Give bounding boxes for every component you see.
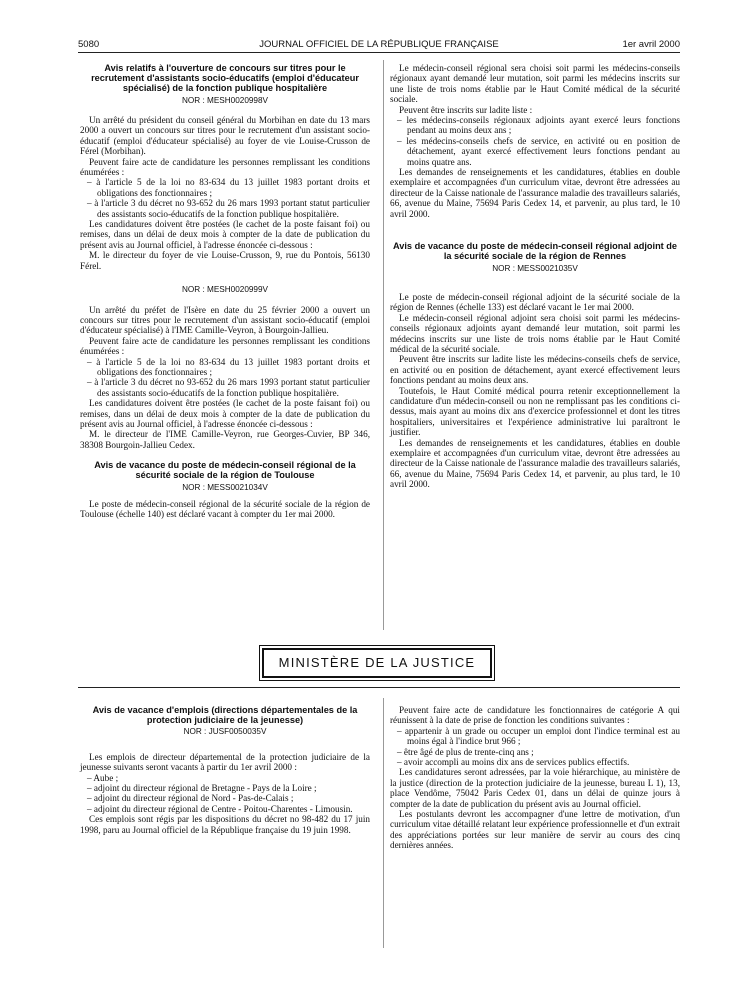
list-item: – avoir accompli au moins dix ans de services publics effectifs.: [397, 757, 630, 768]
list-item: – les médecins-conseils régionaux adjoints ayant exercé leurs fonctions pendant au moins deux ans ;: [397, 115, 680, 136]
paragraph: Les candidatures seront adressées, par la voie hiérarchique, au ministère de la justice (direction de la protection judiciaire de la jeunesse, bureau L 1), 13, place Vendôme, 75042 Paris Cedex 01, dans un délai de quinze jours à compter de la date de publication du présent avis au Journal officiel.: [390, 767, 680, 809]
nor-reference: NOR : JUSF0050035V: [183, 727, 267, 737]
paragraph: Les demandes de renseignements et les candidatures, établies en double exemplaire et accompagnées d'un curriculum vitae, devront être adressées au directeur de la Caisse nationale de l'assurance maladie des travailleurs salariés, 66, avenue du Maine, 75694 Paris Cedex 14, et parvenir, au plus tard, le 10 avril 2000.: [390, 437, 680, 490]
list-item: – à l'article 3 du décret no 93-652 du 26 mars 1993 portant statut particulier des assistants socio-éducatifs de la fonction publique hospitalière.: [87, 198, 370, 219]
section-rule: [78, 687, 680, 688]
paragraph: Les emplois de directeur départemental de la protection judiciaire de la jeunesse suivants seront vacants à partir du 1er avril 2000 :: [80, 751, 370, 773]
nor-reference: NOR : MESS0021034V: [182, 482, 268, 492]
header-rule: [78, 52, 680, 53]
list-item: – adjoint du directeur régional de Nord - Pas-de-Calais ;: [87, 793, 294, 804]
paragraph: Le poste de médecin-conseil régional de la sécurité sociale de la région de Toulouse (échelle 140) est déclaré vacant à compter du 1er mai 2000.: [80, 499, 370, 520]
left-column-bottom: [80, 705, 370, 835]
nor-reference: NOR : MESH0020998V: [181, 95, 268, 105]
paragraph: Les demandes de renseignements et les candidatures, établies en double exemplaire et accompagnées d'un curriculum vitae, devront être adressées au directeur de la Caisse nationale de l'assurance maladie des travailleurs salariés, 66, avenue du Maine, 75694 Paris Cedex 14, et parvenir, au plus tard, le 10 avril 2000.: [390, 167, 680, 219]
list-item: – être âgé de plus de trente-cinq ans ;: [397, 746, 534, 757]
ministry-heading: MINISTÈRE DE LA JUSTICE: [262, 648, 492, 678]
notice-title: Avis de vacance du poste de médecin-conseil régional adjoint de la sécurité sociale de la région de Rennes: [392, 241, 678, 262]
list-item: – adjoint du directeur régional de Centre - Poitou-Charentes - Limousin.: [87, 803, 353, 814]
notice-title: Avis de vacance d'emplois (directions départementales de la protection judiciaire de la jeunesse): [92, 705, 358, 726]
paragraph: Peuvent faire acte de candidature les personnes remplissant les conditions énumérées :: [80, 156, 370, 178]
paragraph: Les candidatures doivent être postées (le cachet de la poste faisant foi) ou remises, dans un délai de deux mois à compter de la date de publication du présent avis au Journal officiel, à l'adresse énoncée ci-dessous :: [80, 398, 370, 429]
list-item: – à l'article 3 du décret no 93-652 du 26 mars 1993 portant statut particulier des assistants socio-éducatifs de la fonction publique hospitalière.: [87, 377, 370, 398]
paragraph: Un arrêté du préfet de l'Isère en date du 25 février 2000 a ouvert un concours sur titres pour le recrutement d'un assistant socio-éducatif (emploi d'éducateur spécialisé) à l'IME Camille-Veyron, à Bourgoin-Jallieu.: [80, 304, 370, 336]
column-divider: [383, 60, 384, 630]
page-number: 5080: [78, 39, 100, 50]
notice-title: Avis relatifs à l'ouverture de concours sur titres pour le recrutement d'assistants socio-éducatifs (emploi d'éducateur spécialisé) de la fonction publique hospitalière: [91, 63, 359, 94]
paragraph: Peuvent être inscrits sur ladite liste les médecins-conseils chefs de service, en activité ou en position de détachement, ayant exercé effectivement leurs fonctions pendant au moins deux ans.: [390, 354, 680, 386]
notice-title: Avis de vacance du poste de médecin-conseil régional de la sécurité sociale de la région de Toulouse: [94, 460, 356, 481]
nor-reference: NOR : MESS0021035V: [492, 263, 578, 273]
column-divider: [383, 698, 384, 948]
list-item: – adjoint du directeur régional de Bretagne - Pays de la Loire ;: [87, 783, 317, 794]
paragraph: Peuvent faire acte de candidature les personnes remplissant les conditions énumérées :: [80, 335, 370, 357]
journal-title: JOURNAL OFFICIEL DE LA RÉPUBLIQUE FRANÇAISE: [259, 39, 499, 50]
paragraph: Un arrêté du président du conseil général du Morbihan en date du 13 mars 2000 a ouvert un concours sur titres pour le recrutement d'un assistant socio-éducatif (emploi d'éducateur spécialisé) au foyer de vie Louise-Crusson de Férel (Morbihan).: [80, 115, 370, 157]
address: M. le directeur de l'IME Camille-Veyron, rue Georges-Cuvier, BP 346, 38308 Bourgoin-Jallieu Cedex.: [80, 429, 370, 450]
paragraph: Le poste de médecin-conseil régional adjoint de la sécurité sociale de la région de Rennes (échelle 133) est déclaré vacant le 1er mai 2000.: [390, 291, 680, 313]
list-item: – appartenir à un grade ou occuper un emploi dont l'indice terminal est au moins égal à l'indice brut 966 ;: [397, 725, 680, 747]
paragraph: Ces emplois sont régis par les dispositions du décret no 98-482 du 17 juin 1998, paru au Journal officiel de la République française du 19 juin 1998.: [80, 814, 370, 835]
issue-date: 1er avril 2000: [622, 39, 680, 50]
paragraph: Les candidatures doivent être postées (le cachet de la poste faisant foi) ou remises, dans un délai de deux mois à compter de la date de publication du présent avis au Journal officiel, à l'adresse énoncée ci-dessous :: [80, 219, 370, 250]
paragraph: Toutefois, le Haut Comité médical pourra retenir exceptionnellement la candidature d'un médecin-conseil ou non ne remplissant pas les conditions ci-dessus, mais ayant au moins dix ans d'exercice professionnel et dont les titres hospitaliers, universitaires et l'expérience administrative lui paraîtront le justifier.: [390, 385, 680, 438]
paragraph: Peuvent être inscrits sur ladite liste :: [399, 104, 533, 115]
paragraph: Le médecin-conseil régional sera choisi soit parmi les médecins-conseils régionaux ayant demandé leur mutation, soit parmi les médecins inscrits sur une liste de trois noms établie par le Haut Comité médical de la sécurité sociale.: [390, 63, 680, 105]
right-column-top: [390, 63, 680, 490]
list-item: – Aube ;: [87, 772, 119, 783]
left-column-top: [80, 63, 370, 520]
paragraph: Peuvent faire acte de candidature les fonctionnaires de catégorie A qui réunissent à la date de prise de fonction les conditions suivantes :: [390, 705, 680, 726]
list-item: – à l'article 5 de la loi no 83-634 du 13 juillet 1983 portant droits et obligations des fonctionnaires ;: [87, 356, 370, 377]
address: M. le directeur du foyer de vie Louise-Crusson, 9, rue du Pontois, 56130 Férel.: [80, 250, 370, 271]
paragraph: Le médecin-conseil régional adjoint sera choisi soit parmi les médecins-conseils régionaux adjoints ayant demandé leur mutation, soit parmi les médecins inscrits sur une liste de trois noms établie par le Haut Comité médical de la sécurité sociale.: [390, 312, 680, 354]
list-item: – à l'article 5 de la loi no 83-634 du 13 juillet 1983 portant droits et obligations des fonctionnaires ;: [87, 177, 370, 198]
right-column-bottom: [390, 705, 680, 851]
list-item: – les médecins-conseils chefs de service, en activité ou en position de détachement, ayant exercé effectivement leurs fonctions pendant au moins quatre ans.: [397, 135, 680, 167]
nor-reference: NOR : MESH0020999V: [181, 285, 268, 295]
paragraph: Les postulants devront les accompagner d'une lettre de motivation, d'un curriculum vitae détaillé relatant leur expérience professionnelle et d'un extrait des appréciations portées sur leur manière de servir au cours des cinq dernières années.: [390, 809, 680, 851]
